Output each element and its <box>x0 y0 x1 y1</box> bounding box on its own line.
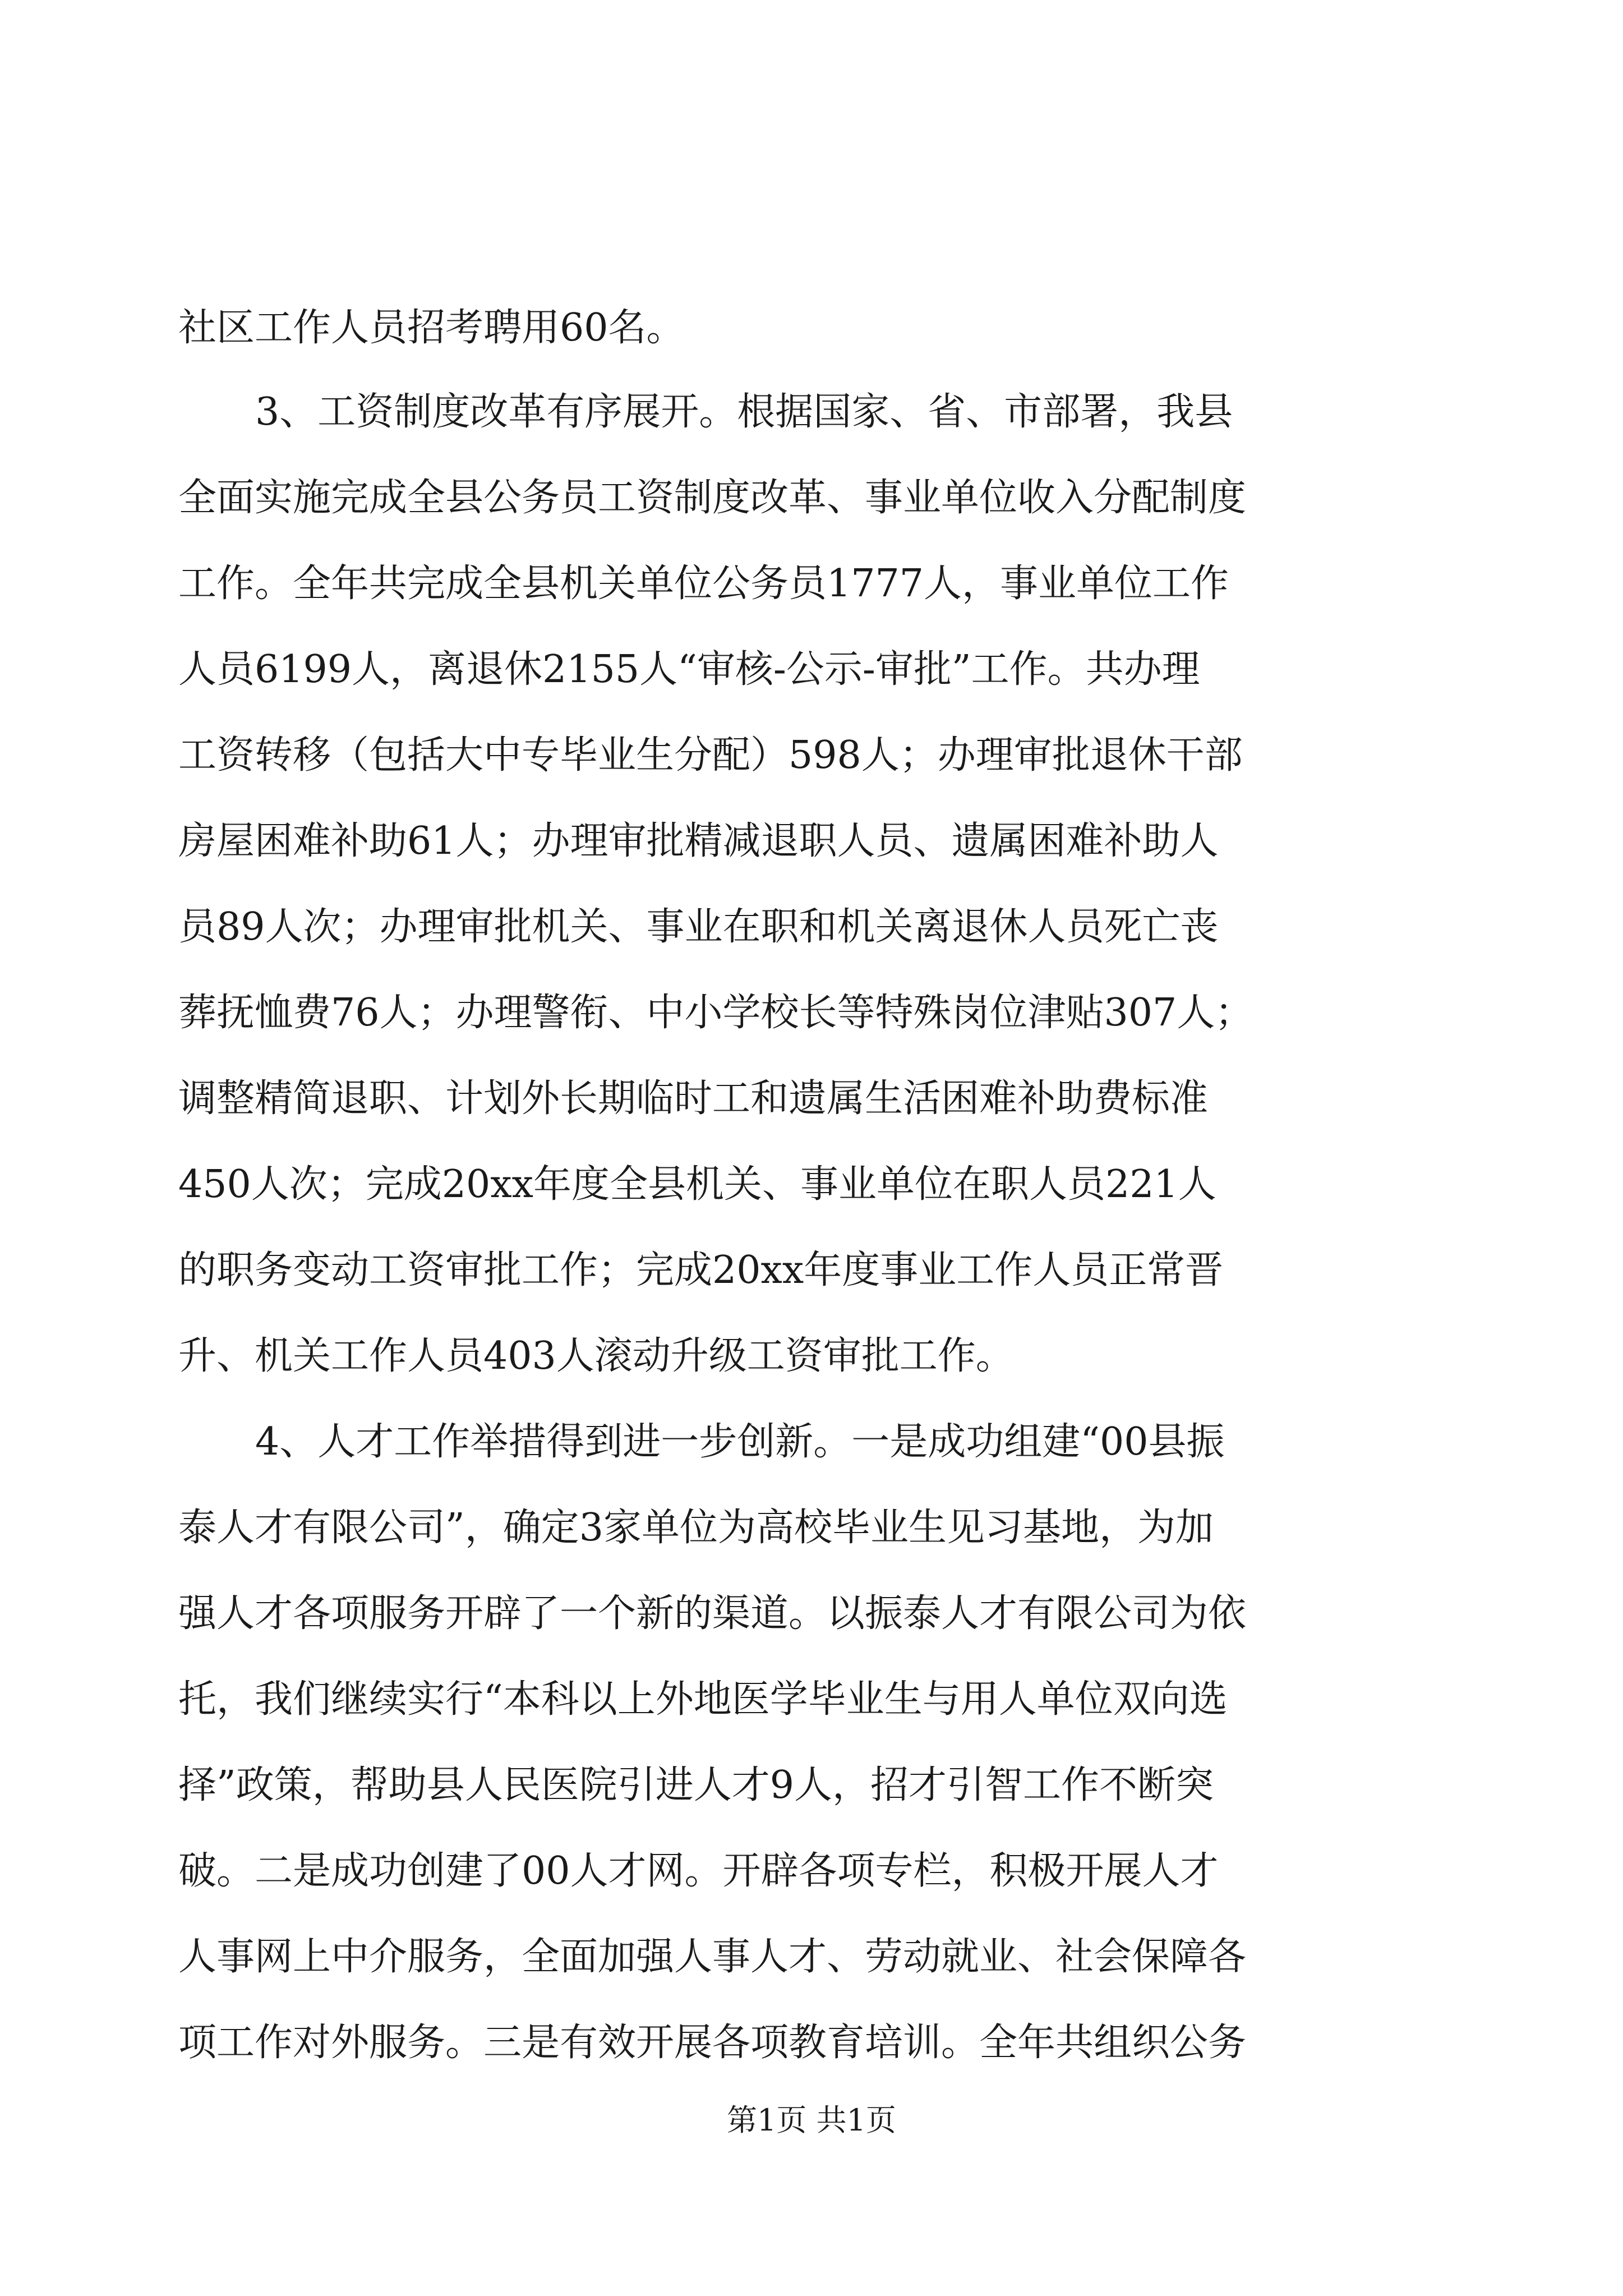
text-line: 调整精简退职、计划外长期临时工和遗属生活困难补助费标准 <box>178 1076 1209 1121</box>
page-footer: 第1页 共1页 <box>727 2102 896 2138</box>
text-line: 人事网上中介服务，全面加强人事人才、劳动就业、社会保障各 <box>178 1935 1247 1979</box>
text-line: 葬抚恤费76人；办理警衔、中小学校长等特殊岗位津贴307人； <box>178 991 1253 1035</box>
text-line: 工作。全年共完成全县机关单位公务员1777人，事业单位工作 <box>178 562 1229 606</box>
text-line: 的职务变动工资审批工作；完成20xx年度事业工作人员正常晋 <box>178 1248 1224 1292</box>
text-line: 社区工作人员招考聘用60名。 <box>178 306 685 350</box>
text-line: 破。二是成功创建了00人才网。开辟各项专栏，积极开展人才 <box>178 1849 1219 1893</box>
text-line: 房屋困难补助61人；办理审批精减退职人员、遗属困难补助人 <box>178 819 1219 863</box>
text-line: 450人次；完成20xx年度全县机关、事业单位在职人员221人 <box>178 1162 1216 1207</box>
text-line: 择”政策，帮助县人民医院引进人才9人，招才引智工作不断突 <box>178 1763 1214 1807</box>
text-line: 泰人才有限公司”，确定3家单位为高校毕业生见习基地，为加 <box>178 1506 1214 1550</box>
text-line: 托，我们继续实行“本科以上外地医学毕业生与用人单位双向选 <box>178 1677 1228 1722</box>
paragraph-3-first-line: 3、工资制度改革有序展开。根据国家、省、市部署，我县 <box>255 390 1233 434</box>
text-line: 项工作对外服务。三是有效开展各项教育培训。全年共组织公务 <box>178 2021 1247 2065</box>
paragraph-4-first-line: 4、人才工作举措得到进一步创新。一是成功组建“00县振 <box>255 1420 1225 1464</box>
text-line: 升、机关工作人员403人滚动升级工资审批工作。 <box>178 1334 1014 1378</box>
text-line: 强人才各项服务开辟了一个新的渠道。以振泰人才有限公司为依 <box>178 1591 1247 1636</box>
text-line: 员89人次；办理审批机关、事业在职和机关离退休人员死亡丧 <box>178 905 1219 949</box>
text-line: 工资转移（包括大中专毕业生分配）598人；办理审批退休干部 <box>178 733 1243 777</box>
text-line: 全面实施完成全县公务员工资制度改革、事业单位收入分配制度 <box>178 476 1247 520</box>
text-line: 人员6199人，离退休2155人“审核-公示-审批”工作。共办理 <box>178 647 1200 692</box>
